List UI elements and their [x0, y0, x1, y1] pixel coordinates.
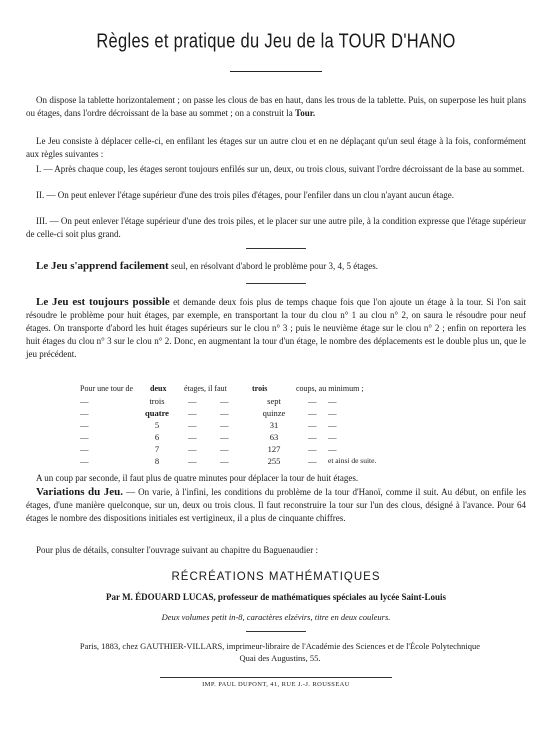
- book-author: Par M. ÉDOUARD LUCAS, professeur de mathématiques spéciales au lycée Saint-Louis: [106, 592, 446, 602]
- table-cell: —: [328, 408, 337, 418]
- table-cell: 255: [267, 456, 281, 466]
- table-cell: quinze: [262, 408, 286, 418]
- title-underline: [230, 71, 322, 72]
- table-cell: —: [80, 420, 89, 430]
- table-cell: —: [80, 432, 89, 442]
- table-cell: —: [308, 408, 317, 418]
- imprint-rule: [160, 677, 392, 678]
- table-cell: 127: [267, 444, 281, 454]
- table-head-cell: deux: [150, 384, 167, 393]
- table-cell: —: [220, 432, 229, 442]
- rule-1: I. — Après chaque coup, les étages seront toujours enfilés sur un, deux, ou trois clous, suivant l'ordre décroissant de la base au sommet.: [36, 164, 525, 174]
- table-cell: —: [308, 396, 317, 406]
- table-cell: —: [80, 408, 89, 418]
- table-cell: —: [328, 444, 337, 454]
- per-second-note: A un coup par seconde, il faut plus de quatre minutes pour déplacer la tour de huit étages.: [36, 473, 359, 483]
- table-cell: 7: [154, 444, 160, 454]
- learn-paragraph: [26, 260, 526, 273]
- table-cell: 6: [154, 432, 160, 442]
- table-cell: —: [308, 444, 317, 454]
- possible-lead: Le Jeu est toujours possible: [36, 296, 170, 308]
- table-cell: —: [308, 432, 317, 442]
- table-head-cell: trois: [252, 384, 268, 393]
- variations-paragraph: [26, 486, 526, 525]
- table-cell: 8: [154, 456, 160, 466]
- table-row: [80, 455, 440, 467]
- rule-2: II. — On peut enlever l'étage supérieur d'une des trois piles d'étages, pour l'enfiler dans un clou n'ayant aucun étage.: [36, 190, 454, 200]
- table-cell: et ainsi de suite.: [328, 456, 377, 465]
- table-cell: —: [308, 420, 317, 430]
- intro-text: On dispose la tablette horizontalement ; on passe les clous de bas en haut, dans les trous de la tablette. Puis, on superpose les huit plans ou étages, dans l'ordre décroissant de la base au sommet ; on a construit la: [26, 95, 526, 118]
- table-head-cell: coups, au minimum ;: [296, 384, 364, 393]
- learn-lead: Le Jeu s'apprend facilement: [36, 260, 169, 272]
- table-row: [80, 443, 440, 455]
- table-cell: —: [80, 456, 89, 466]
- table-row: [80, 419, 440, 431]
- publisher-line-1: Paris, 1883, chez GAUTHIER-VILLARS, imprimeur-libraire de l'Académie des Sciences et de l'École Polytechnique: [79, 641, 481, 651]
- table-row: [80, 431, 440, 443]
- table-cell: —: [220, 420, 229, 430]
- table-cell: —: [188, 408, 197, 418]
- page-title: Règles et pratique du Jeu de la TOUR D'HANO: [96, 30, 456, 53]
- table-cell: —: [188, 456, 197, 466]
- book-title: RÉCRÉATIONS MATHÉMATIQUES: [171, 571, 381, 583]
- rule-3: III. — On peut enlever l'étage supérieur d'une des trois piles, et le placer sur une autre pile, à la condition expresse que l'étage supérieur de celle-ci soit plus grand.: [26, 216, 526, 239]
- table-cell: —: [80, 444, 89, 454]
- table-cell: —: [188, 420, 197, 430]
- book-description: Deux volumes petit in-8, caractères elzévirs, titre en deux couleurs.: [161, 612, 391, 622]
- table-header: [80, 383, 440, 395]
- table-cell: —: [220, 456, 229, 466]
- intro-end: Tour.: [295, 108, 316, 118]
- table-cell: —: [328, 396, 337, 406]
- table-cell: —: [220, 396, 229, 406]
- rules-intro: Le Jeu consiste à déplacer celle-ci, en enfilant les étages sur un autre clou et en ne déplaçant qu'un seul étage à la fois, conformément aux règles suivantes :: [26, 136, 526, 159]
- possible-paragraph: [26, 296, 526, 361]
- variations-rest: — On varie, à l'infini, les conditions du problème de la tour d'Hanoï, comme il suit. Au début, on enfile les étages, d'une manière quelconque, sur un, deux ou trois clous. Il faut reconstruire la tour sur l'un des clous, désigné à l'avance. Pour 64 étages le nombre des dispositions initiales est vertigineux, il a plus de cinquante chiffres.: [26, 487, 526, 523]
- table-cell: —: [220, 408, 229, 418]
- table-cell: —: [188, 396, 197, 406]
- table-head-cell: Pour une tour de: [80, 384, 134, 393]
- table-cell: —: [188, 432, 197, 442]
- section-divider: [246, 248, 306, 249]
- moves-table: [80, 383, 440, 467]
- table-row: [80, 395, 440, 407]
- section-divider: [246, 631, 306, 632]
- table-cell: 5: [154, 420, 160, 430]
- table-cell: trois: [149, 396, 165, 406]
- details-line: Pour plus de détails, consulter l'ouvrage suivant au chapitre du Baguenaudier :: [36, 545, 319, 555]
- printer-imprint: IMP. PAUL DUPONT, 41, RUE J.-J. ROUSSEAU: [202, 681, 350, 688]
- table-cell: —: [308, 456, 317, 466]
- publisher-line-2: Quai des Augustins, 55.: [239, 653, 321, 663]
- table-row: [80, 407, 440, 419]
- table-cell: quatre: [145, 408, 169, 418]
- learn-rest: seul, en résolvant d'abord le problème pour 3, 4, 5 étages.: [170, 261, 379, 271]
- publisher-info: [60, 640, 500, 664]
- section-divider: [246, 283, 306, 284]
- table-cell: 31: [269, 420, 279, 430]
- intro-paragraph: [26, 94, 526, 120]
- table-cell: —: [220, 444, 229, 454]
- variations-lead: Variations du Jeu.: [36, 486, 124, 498]
- table-head-cell: étages, il faut: [184, 384, 227, 393]
- table-cell: —: [80, 396, 89, 406]
- table-cell: sept: [267, 396, 281, 406]
- table-cell: —: [188, 444, 197, 454]
- possible-rest: et demande deux fois plus de temps chaque fois que l'on ajoute un étage à la tour. Si l'on sait résoudre le problème pour huit étages, par exemple, en transportant la tour du clou n° 1 au clou n° 2, on saura le résoudre pour neuf étages. On transporte d'abord les huit étages supérieurs sur le clou n° 3 ; puis le neuvième étage sur le clou n° 2 ; enfin on reportera les huit étages du clou n° 3 sur le clou n° 2. Donc, en augmentant la tour d'un étage, le nombre des déplacements est le double plus un, que le jeu précédent.: [26, 297, 527, 359]
- table-cell: 63: [269, 432, 279, 442]
- table-cell: —: [328, 432, 337, 442]
- table-cell: —: [328, 420, 337, 430]
